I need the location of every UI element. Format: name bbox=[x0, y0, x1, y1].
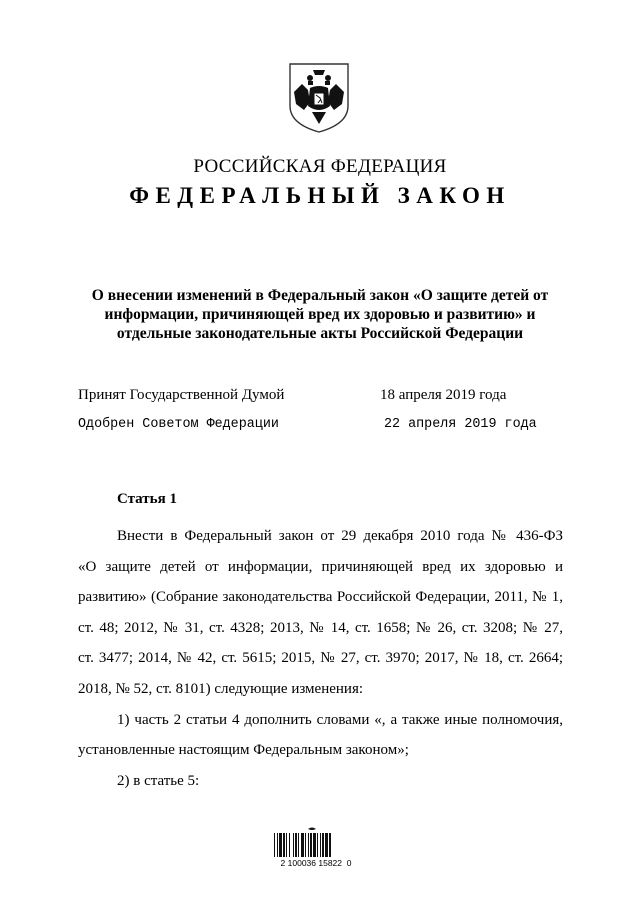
law-title-line: информации, причиняющей вред их здоровью и развитию» и bbox=[104, 306, 536, 323]
barcode-bar bbox=[329, 833, 331, 857]
paragraph-line: установленные настоящим Федеральным законом»; bbox=[78, 742, 409, 759]
paragraph-line: 2018, № 52, ст. 8101) следующие изменения: bbox=[78, 680, 364, 697]
paragraph-line: развитию» (Собрание законодательства Российской Федерации, 2011, № 1, bbox=[78, 589, 563, 606]
law-title-line: отдельные законодательные акты Российской Федерации bbox=[116, 325, 524, 342]
paragraph-line: ст. 48; 2012, № 31, ст. 4328; 2013, № 14, ст. 1658; № 26, ст. 3208; № 27, bbox=[78, 619, 563, 636]
coat-of-arms-emblem bbox=[288, 62, 350, 134]
barcode-bar bbox=[310, 833, 312, 857]
paragraph-line: 2) в статье 5: bbox=[117, 772, 200, 789]
country-name: РОССИЙСКАЯ ФЕДЕРАЦИЯ bbox=[193, 156, 447, 177]
article-paragraph bbox=[78, 521, 563, 705]
barcode-bar bbox=[277, 833, 278, 857]
barcode-bar bbox=[313, 833, 316, 857]
amendment-item-1 bbox=[78, 705, 563, 766]
barcode-bar bbox=[293, 833, 294, 857]
article-heading: Статья 1 bbox=[117, 491, 177, 507]
council-approval-date: 22 апреля 2019 года bbox=[384, 417, 537, 432]
barcode-bar bbox=[305, 833, 306, 857]
barcode-bar bbox=[289, 833, 290, 857]
paragraph-line: Внести в Федеральный закон от 29 декабря 2010 года № 436-ФЗ bbox=[117, 528, 563, 544]
duma-adoption-date: 18 апреля 2019 года bbox=[380, 387, 507, 403]
amendment-item-2 bbox=[78, 766, 563, 797]
barcode-bar bbox=[279, 833, 282, 857]
barcode-bar bbox=[274, 833, 275, 857]
barcode-bars bbox=[272, 826, 356, 858]
council-approval-label: Одобрен Советом Федерации bbox=[78, 417, 279, 432]
article-body bbox=[78, 521, 563, 796]
barcode-bar bbox=[322, 833, 324, 857]
law-title bbox=[80, 286, 560, 343]
barcode-bar bbox=[320, 833, 321, 857]
barcode-bar bbox=[295, 833, 297, 857]
barcode-bar bbox=[298, 833, 299, 857]
barcode-number: 2 100036 15822 0 bbox=[280, 858, 352, 868]
barcode-bar bbox=[308, 833, 309, 857]
barcode-bar bbox=[317, 833, 318, 857]
document-type: ФЕДЕРАЛЬНЫЙ ЗАКОН bbox=[129, 183, 511, 208]
russian-coat-of-arms-icon bbox=[288, 62, 350, 134]
duma-adoption-label: Принят Государственной Думой bbox=[78, 387, 285, 403]
paragraph-line: «О защите детей от информации, причиняющей вред их здоровью и bbox=[78, 558, 563, 575]
barcode-bar bbox=[325, 833, 328, 857]
barcode-bar bbox=[301, 833, 304, 857]
barcode-bar bbox=[283, 833, 285, 857]
paragraph-line: ст. 3477; 2014, № 42, ст. 5615; 2015, № 27, ст. 3970; 2017, № 18, ст. 2664; bbox=[78, 650, 563, 667]
barcode-bar bbox=[286, 833, 287, 857]
paragraph-line: 1) часть 2 статьи 4 дополнить словами «, а также иные полномочия, bbox=[117, 711, 563, 728]
law-title-line: О внесении изменений в Федеральный закон «О защите детей от bbox=[91, 287, 549, 304]
